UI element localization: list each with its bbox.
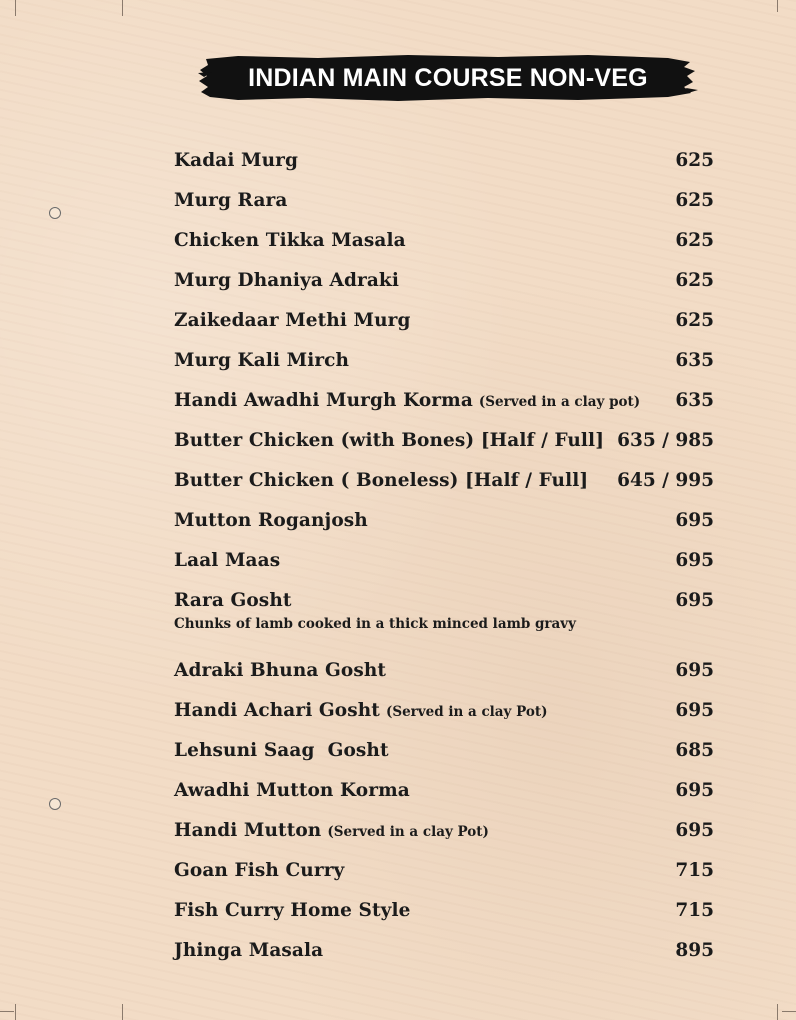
binder-hole-bottom: [49, 798, 61, 810]
menu-item: [174, 730, 714, 770]
dish-description-row: [174, 616, 714, 650]
menu-item: [174, 810, 714, 850]
dish-price: 715: [675, 859, 714, 881]
dish-price: 625: [675, 149, 714, 171]
dish-price: 695: [675, 549, 714, 571]
menu-item: [174, 930, 714, 970]
dish-name: Adraki Bhuna Gosht: [174, 659, 387, 681]
crop-mark-bottom-left-2: [122, 1004, 123, 1020]
dish-price: 895: [675, 939, 714, 961]
crop-mark-bottom-left: [15, 1004, 16, 1020]
dish-price: 695: [675, 819, 714, 841]
dish-price: 625: [675, 189, 714, 211]
crop-mark-top-right: [777, 0, 778, 12]
dish-note: (Served in a clay Pot): [327, 823, 489, 840]
menu-item: [174, 690, 714, 730]
dish-price: 635: [675, 349, 714, 371]
menu-item: [174, 300, 714, 340]
dish-price: 625: [675, 269, 714, 291]
page-title: INDIAN MAIN COURSE NON-VEG: [248, 64, 648, 92]
dish-price: 685: [675, 739, 714, 761]
dish-name: Kadai Murg: [174, 149, 299, 171]
menu-item: [174, 420, 714, 460]
dish-name: Awadhi Mutton Korma: [174, 779, 410, 801]
menu-item: [174, 500, 714, 540]
dish-name: Handi Achari Gosht: [174, 699, 380, 721]
crop-mark-side-bottom-right: [782, 1011, 796, 1012]
crop-mark-bottom-right: [777, 1004, 778, 1020]
menu-item: [174, 380, 714, 420]
title-banner: [198, 53, 698, 103]
dish-price: 695: [675, 659, 714, 681]
dish-price: 695: [675, 699, 714, 721]
dish-name: Lehsuni Saag Gosht: [174, 739, 389, 761]
dish-name: Fish Curry Home Style: [174, 899, 411, 921]
menu-item: [174, 850, 714, 890]
dish-price: 635: [675, 389, 714, 411]
dish-name: Murg Dhaniya Adraki: [174, 269, 399, 291]
crop-mark-side-bottom: [0, 1011, 14, 1012]
dish-price: 695: [675, 779, 714, 801]
dish-name: Laal Maas: [174, 549, 281, 571]
dish-price: 625: [675, 309, 714, 331]
binder-hole-top: [49, 207, 61, 219]
menu-item: [174, 220, 714, 260]
dish-note: (Served in a clay pot): [478, 393, 641, 410]
menu-item: [174, 580, 714, 620]
menu-item: [174, 180, 714, 220]
menu-list: [174, 140, 714, 970]
crop-mark-top-left: [15, 0, 16, 16]
menu-item: [174, 140, 714, 180]
dish-name: Murg Kali Mirch: [174, 349, 350, 371]
dish-name: Butter Chicken ( Boneless) [Half / Full]: [174, 469, 589, 491]
dish-price: 645 / 995: [617, 469, 714, 491]
menu-item: [174, 650, 714, 690]
menu-item: [174, 260, 714, 300]
dish-name: Jhinga Masala: [174, 939, 324, 961]
dish-name: Goan Fish Curry: [174, 859, 345, 881]
dish-note: (Served in a clay Pot): [385, 703, 548, 720]
dish-name: Handi Mutton: [174, 819, 322, 841]
menu-item: [174, 890, 714, 930]
menu-item: [174, 460, 714, 500]
menu-item: [174, 340, 714, 380]
dish-price: 625: [675, 229, 714, 251]
menu-item: [174, 770, 714, 810]
dish-description: Chunks of lamb cooked in a thick minced lamb gravy: [174, 616, 576, 632]
dish-price: 715: [675, 899, 714, 921]
dish-price: 695: [675, 589, 714, 611]
dish-name: Chicken Tikka Masala: [174, 229, 406, 251]
dish-name: Zaikedaar Methi Murg: [174, 309, 411, 331]
dish-name: Murg Rara: [174, 189, 288, 211]
crop-mark-top-left-2: [122, 0, 123, 16]
dish-name: Rara Gosht: [174, 589, 292, 611]
menu-item: [174, 540, 714, 580]
dish-price: 635 / 985: [617, 429, 714, 451]
dish-price: 695: [675, 509, 714, 531]
dish-name: Mutton Roganjosh: [174, 509, 368, 531]
dish-name: Handi Awadhi Murgh Korma: [174, 389, 473, 411]
dish-name: Butter Chicken (with Bones) [Half / Full]: [174, 429, 605, 451]
